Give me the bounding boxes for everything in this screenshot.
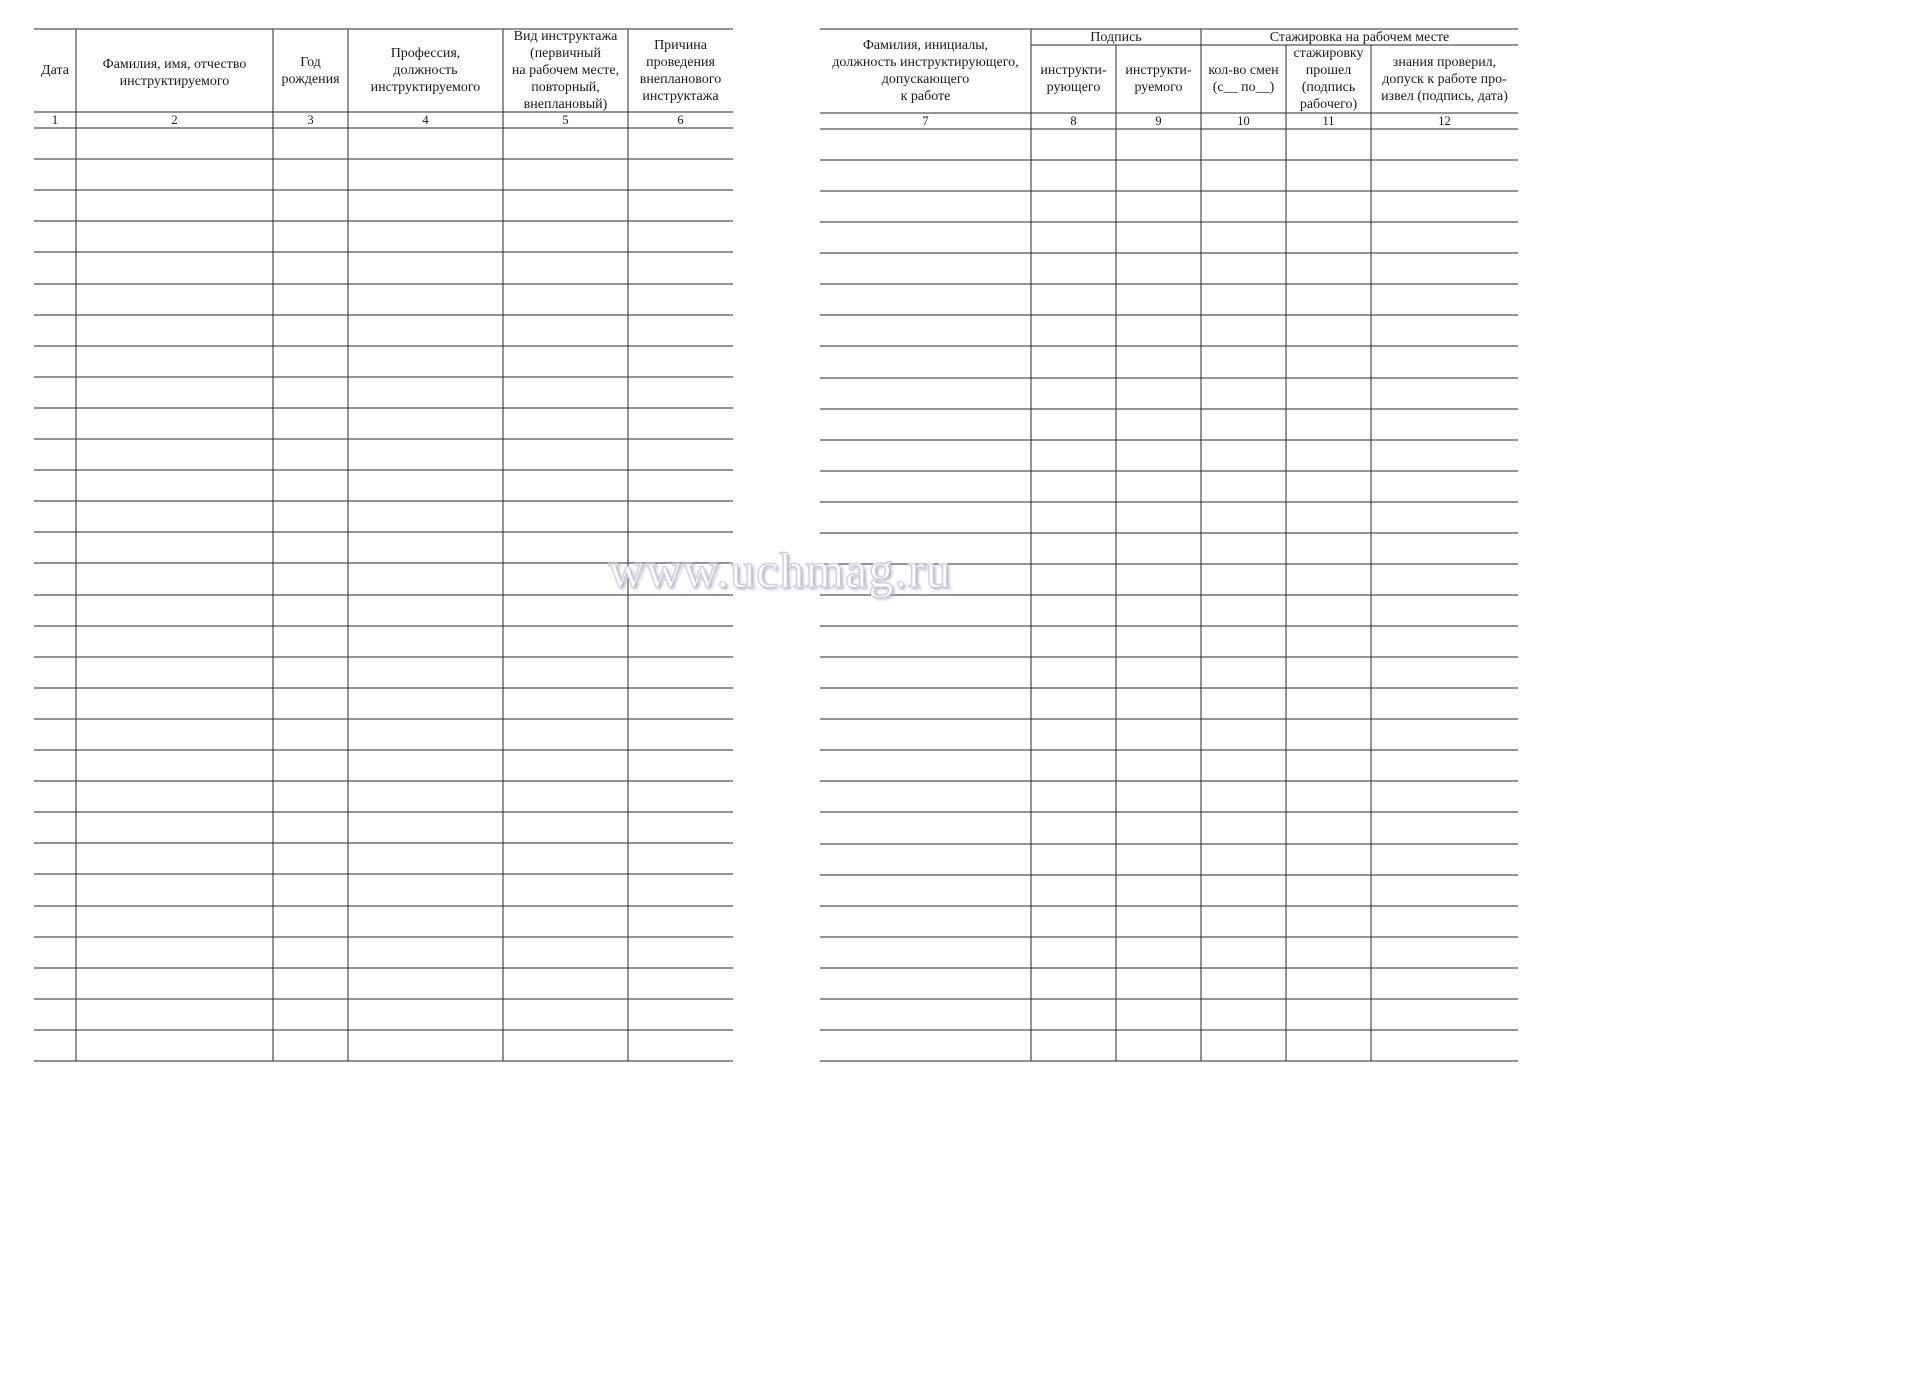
- header-full-name: Фамилия, имя, отчество инструктируемого: [102, 57, 247, 89]
- column-number-4: 4: [422, 113, 429, 127]
- header-knowledge-checked: знания проверил, допуск к работе про- извел (подпись, дата): [1381, 54, 1508, 104]
- header-birth-year: Год рождения: [281, 54, 340, 87]
- header-group-signature: Подпись: [1090, 29, 1142, 45]
- column-number-12: 12: [1438, 114, 1451, 128]
- header-briefing-type: Вид инструктажа (первичный на рабочем месте, повторный, внеплановый): [511, 29, 620, 112]
- header-unscheduled-reason: Причина проведения внепланового инструктажа: [639, 37, 722, 104]
- column-number-10: 10: [1237, 114, 1250, 128]
- header-signature-instructor: инструкти- рующего: [1040, 63, 1107, 95]
- column-number-3: 3: [307, 113, 314, 127]
- column-number-8: 8: [1070, 114, 1077, 128]
- column-number-2: 2: [171, 113, 178, 127]
- header-internship-passed: стажировку прошел (подпись рабочего): [1293, 46, 1364, 112]
- column-number-9: 9: [1155, 114, 1162, 128]
- header-date: Дата: [41, 63, 69, 78]
- column-number-6: 6: [677, 113, 684, 127]
- column-number-7: 7: [922, 114, 929, 128]
- header-signature-trainee: инструкти- руемого: [1125, 63, 1192, 95]
- header-group-internship: Стажировка на рабочем месте: [1269, 29, 1450, 45]
- watermark: www.uchmag.ru: [608, 542, 952, 598]
- header-profession: Профессия, должность инструктируемого: [370, 46, 481, 95]
- header-shift-count: кол-во смен (с__ по__): [1208, 63, 1279, 95]
- column-number-11: 11: [1322, 114, 1335, 128]
- column-number-5: 5: [562, 113, 569, 127]
- column-number-1: 1: [51, 113, 59, 127]
- header-instructor-name: Фамилия, инициалы, должность инструктирующего, допускающего к работе: [832, 38, 1019, 104]
